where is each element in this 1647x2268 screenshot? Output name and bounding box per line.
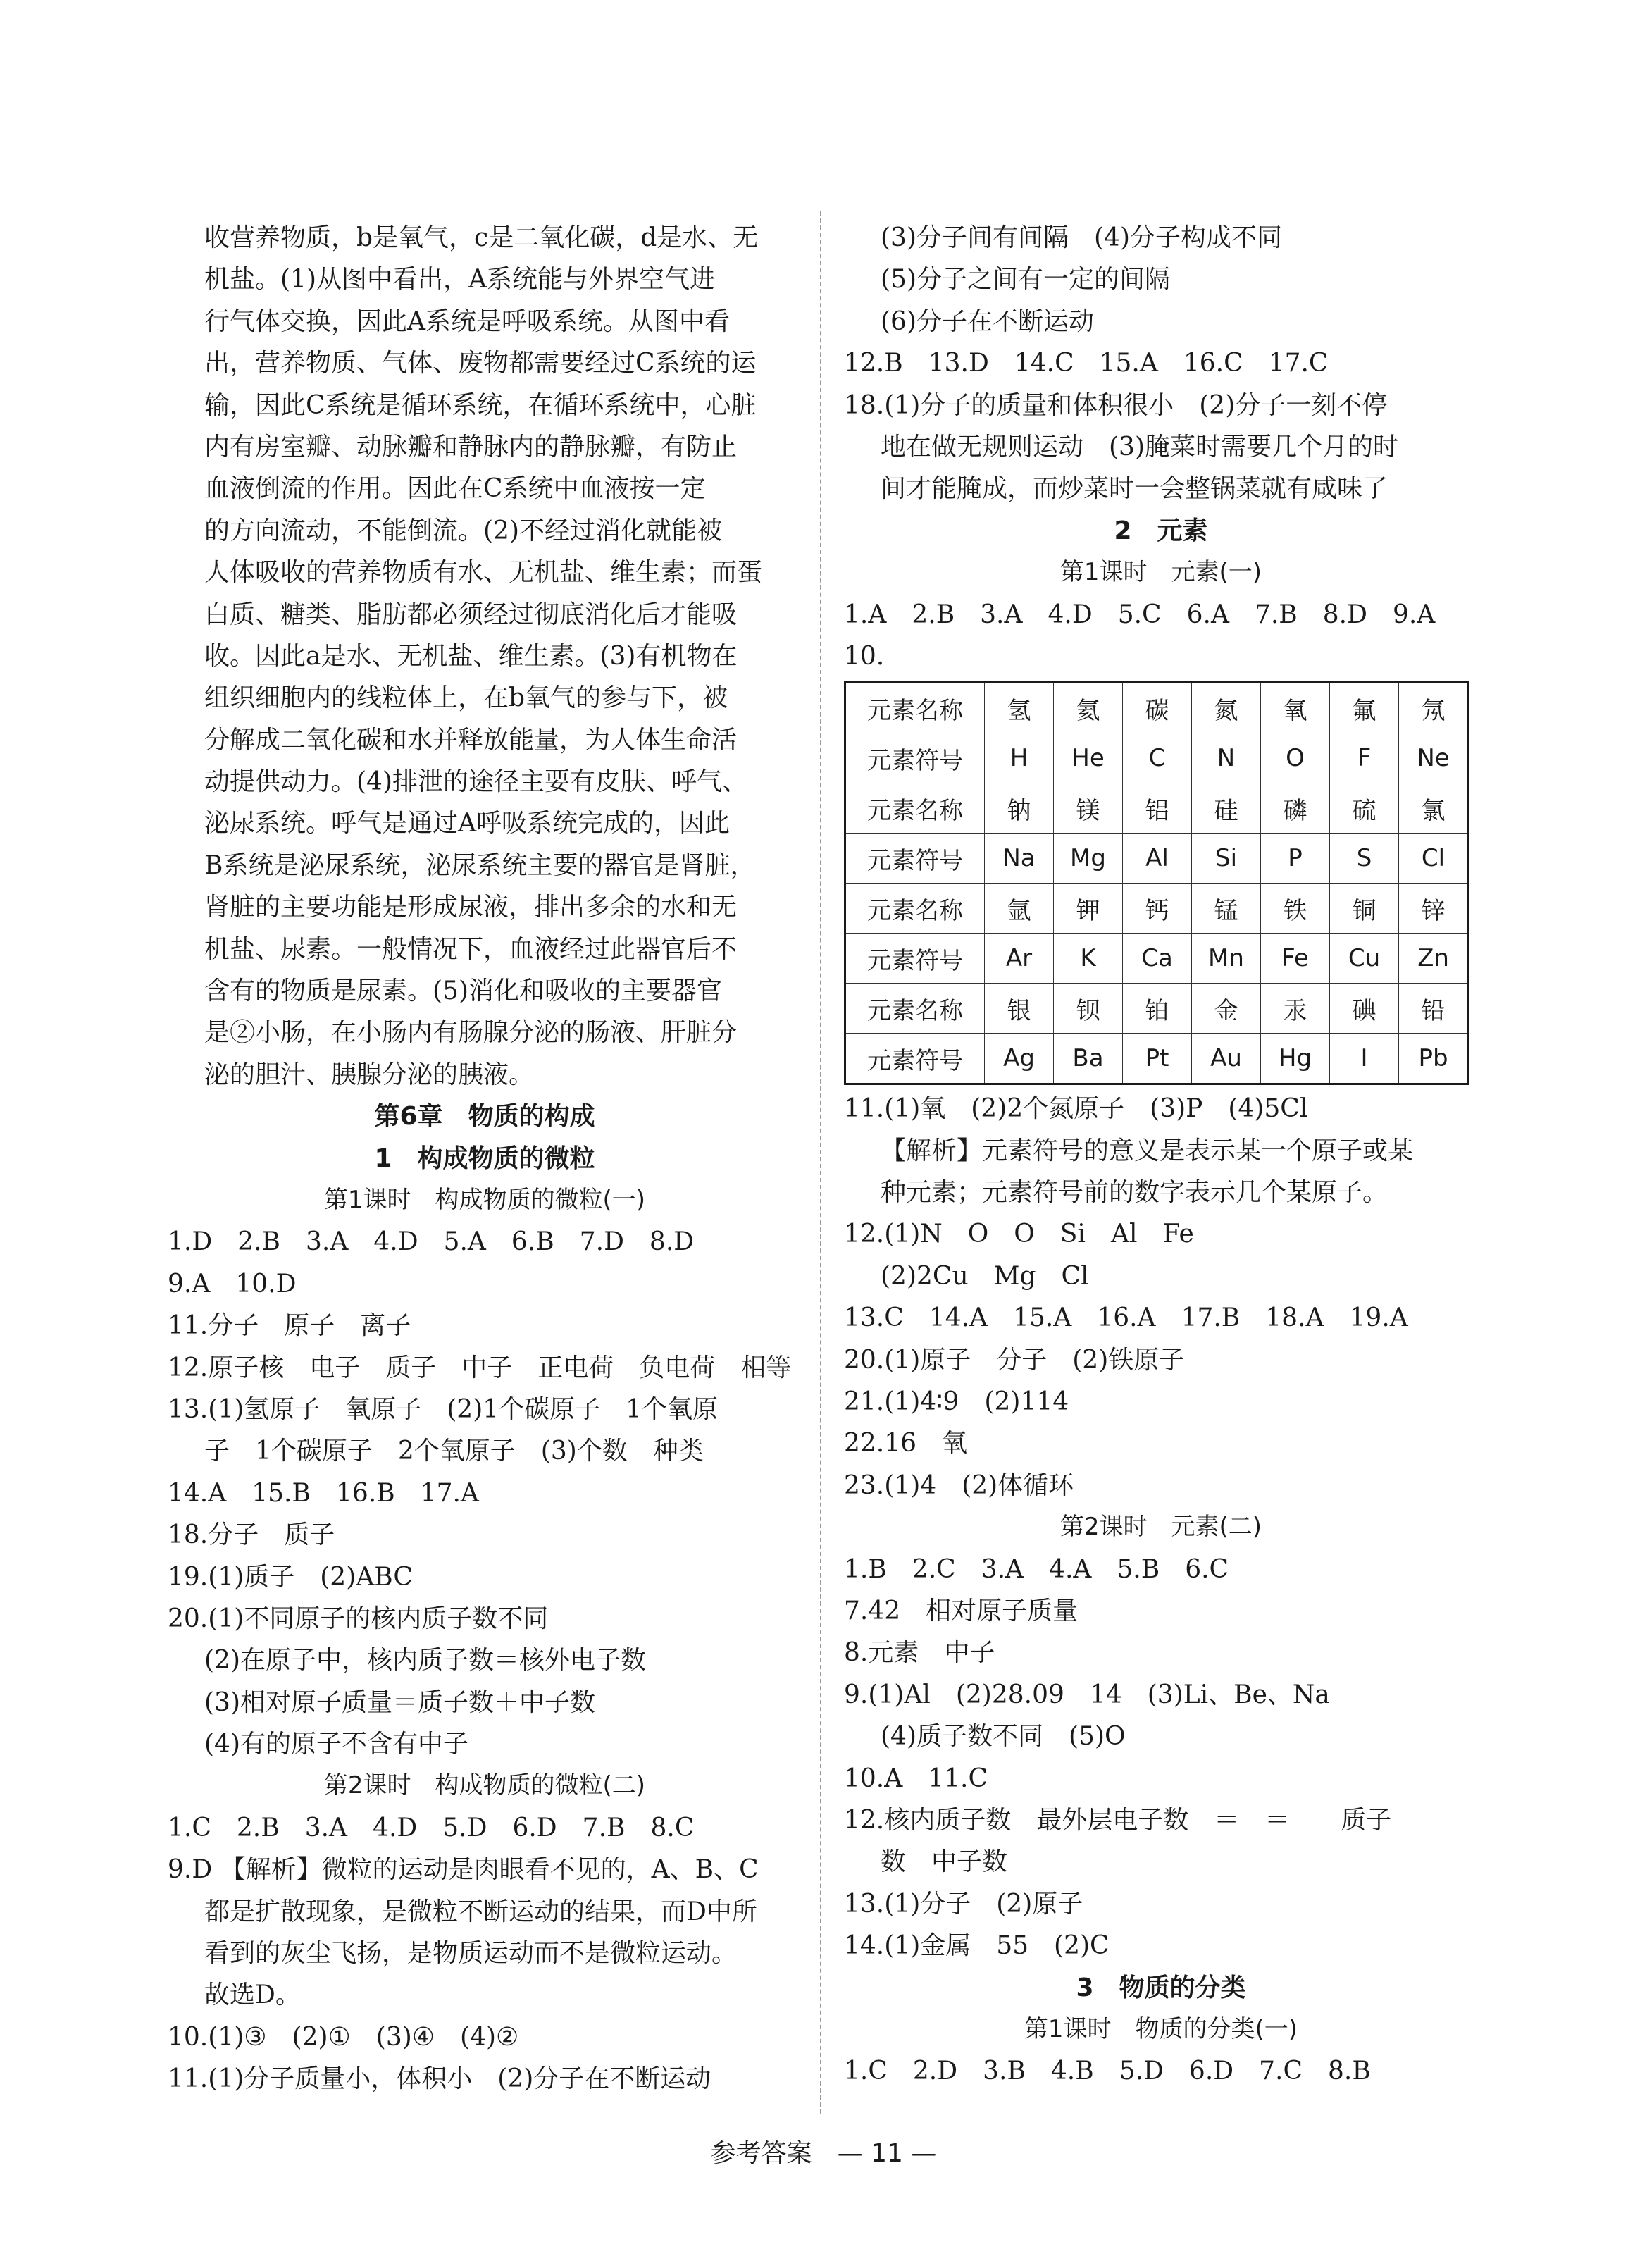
element-cell: 硫 bbox=[1330, 783, 1399, 834]
element-cell: Al bbox=[1123, 834, 1192, 884]
element-cell: H bbox=[985, 733, 1054, 783]
text-line: 是②小肠，在小肠内有肠腺分泌的肠液、肝脏分 bbox=[204, 1018, 738, 1048]
row-header-cell: 元素名称 bbox=[845, 984, 985, 1034]
sub-line: 第2课时 构成物质的微粒(二) bbox=[323, 1771, 646, 1800]
element-cell: 镁 bbox=[1054, 783, 1123, 834]
text-line: (2)在原子中，核内质子数＝核外电子数 bbox=[204, 1646, 646, 1675]
element-cell: I bbox=[1330, 1034, 1399, 1084]
text-line: 子 1个碳原子 2个氧原子 (3)个数 种类 bbox=[204, 1437, 704, 1466]
element-cell: 氟 bbox=[1330, 683, 1399, 733]
element-cell: Zn bbox=[1399, 934, 1469, 984]
text-line: 11.(1)分子质量小，体积小 (2)分子在不断运动 bbox=[168, 2064, 711, 2094]
text-line: 20.(1)原子 分子 (2)铁原子 bbox=[844, 1345, 1185, 1375]
row-header-cell: 元素名称 bbox=[845, 783, 985, 834]
element-cell: Pt bbox=[1123, 1034, 1192, 1084]
element-cell: 铁 bbox=[1261, 884, 1330, 934]
text-line: 9.(1)Al (2)28.09 14 (3)Li、Be、Na bbox=[844, 1680, 1330, 1709]
text-line: 1.D 2.B 3.A 4.D 5.A 6.B 7.D 8.D bbox=[168, 1227, 695, 1257]
row-header-cell: 元素符号 bbox=[845, 733, 985, 783]
text-line: B系统是泌尿系统，泌尿系统主要的器官是肾脏， bbox=[204, 850, 756, 880]
text-line: 地在做无规则运动 (3)腌菜时需要几个月的时 bbox=[881, 432, 1398, 461]
element-cell: Fe bbox=[1261, 934, 1330, 984]
element-cell: 银 bbox=[985, 984, 1054, 1034]
text-line: 10. bbox=[844, 641, 885, 671]
text-line: 1.C 2.D 3.B 4.B 5.D 6.D 7.C 8.B bbox=[844, 2057, 1371, 2086]
element-cell: 氢 bbox=[985, 683, 1054, 733]
element-cell: Na bbox=[985, 834, 1054, 884]
element-cell: 氦 bbox=[1054, 683, 1123, 733]
element-cell: 氮 bbox=[1192, 683, 1261, 733]
sub-line: 第2课时 元素(二) bbox=[1059, 1513, 1262, 1542]
element-cell: 锌 bbox=[1399, 884, 1469, 934]
text-line: 13.(1)分子 (2)原子 bbox=[844, 1889, 1083, 1919]
text-line: 的方向流动，不能倒流。(2)不经过消化就能被 bbox=[204, 516, 722, 545]
table-row bbox=[845, 984, 1469, 1034]
element-cell: Ag bbox=[985, 1034, 1054, 1084]
element-cell: 铜 bbox=[1330, 884, 1399, 934]
element-cell: F bbox=[1330, 733, 1399, 783]
text-line: 9.D 【解析】微粒的运动是肉眼看不见的，A、B、C bbox=[168, 1855, 759, 1885]
element-cell: Si bbox=[1192, 834, 1261, 884]
element-cell: Ca bbox=[1123, 934, 1192, 984]
text-line: (3)相对原子质量＝质子数＋中子数 bbox=[204, 1687, 595, 1717]
text-line: 出，营养物质、气体、废物都需要经过C系统的运 bbox=[204, 349, 757, 378]
text-line: (3)分子间有间隔 (4)分子构成不同 bbox=[881, 223, 1282, 252]
text-line: 【解析】元素符号的意义是表示某一个原子或某 bbox=[881, 1136, 1414, 1165]
element-cell: K bbox=[1054, 934, 1123, 984]
element-cell: 钡 bbox=[1054, 984, 1123, 1034]
table-row bbox=[845, 783, 1469, 834]
text-line: 1.A 2.B 3.A 4.D 5.C 6.A 7.B 8.D 9.A bbox=[844, 600, 1436, 629]
text-line: 21.(1)4∶9 (2)114 bbox=[844, 1387, 1069, 1417]
text-line: 1.C 2.B 3.A 4.D 5.D 6.D 7.B 8.C bbox=[168, 1813, 695, 1842]
element-cell: Hg bbox=[1261, 1034, 1330, 1084]
element-cell: O bbox=[1261, 733, 1330, 783]
element-cell: 氯 bbox=[1399, 783, 1469, 834]
row-header-cell: 元素符号 bbox=[845, 1034, 985, 1084]
sub-line: 第1课时 物质的分类(一) bbox=[1024, 2014, 1298, 2043]
text-line: 含有的物质是尿素。(5)消化和吸收的主要器官 bbox=[204, 977, 722, 1006]
text-line: 13.(1)氢原子 氧原子 (2)1个碳原子 1个氧原 bbox=[168, 1394, 719, 1424]
element-cell: Pb bbox=[1399, 1034, 1469, 1084]
text-line: 看到的灰尘飞扬，是物质运动而不是微粒运动。 bbox=[204, 1939, 738, 1969]
table-row bbox=[845, 884, 1469, 934]
text-line: 11.分子 原子 离子 bbox=[168, 1311, 411, 1341]
text-line: (5)分子之间有一定的间隔 bbox=[881, 265, 1170, 295]
element-cell: 锰 bbox=[1192, 884, 1261, 934]
text-line: 机盐、尿素。一般情况下，血液经过此器官后不 bbox=[204, 934, 738, 964]
text-line: (6)分子在不断运动 bbox=[881, 306, 1094, 336]
text-line: 18.分子 质子 bbox=[168, 1520, 335, 1550]
text-line: 内有房室瓣、动脉瓣和静脉内的静脉瓣，有防止 bbox=[204, 432, 738, 461]
text-line: 泌尿系统。呼气是通过A呼吸系统完成的，因此 bbox=[204, 809, 730, 838]
table-row bbox=[845, 834, 1469, 884]
element-cell: Ar bbox=[985, 934, 1054, 984]
text-line: 收。因此a是水、无机盐、维生素。(3)有机物在 bbox=[204, 641, 738, 671]
text-line: 20.(1)不同原子的核内质子数不同 bbox=[168, 1604, 549, 1633]
table-row bbox=[845, 1034, 1469, 1084]
left-column bbox=[168, 217, 802, 2100]
text-line: 故选D。 bbox=[204, 1981, 301, 2010]
text-line: 人体吸收的营养物质有水、无机盐、维生素；而蛋 bbox=[204, 558, 763, 588]
element-cell: 磷 bbox=[1261, 783, 1330, 834]
text-line: 1.B 2.C 3.A 4.A 5.B 6.C bbox=[844, 1554, 1229, 1584]
element-cell: He bbox=[1054, 733, 1123, 783]
text-line: 23.(1)4 (2)体循环 bbox=[844, 1470, 1074, 1500]
text-line: 行气体交换，因此A系统是呼吸系统。从图中看 bbox=[204, 306, 730, 336]
element-cell: 钙 bbox=[1123, 884, 1192, 934]
text-line: 机盐。(1)从图中看出，A系统能与外界空气进 bbox=[204, 265, 715, 295]
text-line: 7.42 相对原子质量 bbox=[844, 1596, 1079, 1625]
heading-line: 3 物质的分类 bbox=[1076, 1973, 1246, 2002]
row-header-cell: 元素名称 bbox=[845, 683, 985, 733]
element-cell: 碳 bbox=[1123, 683, 1192, 733]
text-line: 组织细胞内的线粒体上，在b氧气的参与下，被 bbox=[204, 683, 728, 713]
element-cell: Ba bbox=[1054, 1034, 1123, 1084]
text-line: 都是扩散现象，是微粒不断运动的结果，而D中所 bbox=[204, 1897, 757, 1926]
table-row bbox=[845, 733, 1469, 783]
table-row bbox=[845, 683, 1469, 733]
element-cell: N bbox=[1192, 733, 1261, 783]
text-line: 肾脏的主要功能是形成尿液，排出多余的水和无 bbox=[204, 893, 738, 922]
text-line: 14.A 15.B 16.B 17.A bbox=[168, 1478, 479, 1508]
text-line: 12.核内质子数 最外层电子数 ＝ ＝ 质子 bbox=[844, 1805, 1392, 1835]
right-column bbox=[844, 217, 1478, 2093]
element-cell: Au bbox=[1192, 1034, 1261, 1084]
right-bottom-block bbox=[844, 1088, 1478, 2092]
element-cell: Mg bbox=[1054, 834, 1123, 884]
text-line: (4)有的原子不含有中子 bbox=[204, 1730, 468, 1759]
text-line: 泌的胆汁、胰腺分泌的胰液。 bbox=[204, 1060, 535, 1089]
element-cell: S bbox=[1330, 834, 1399, 884]
heading-line: 1 构成物质的微粒 bbox=[374, 1144, 595, 1173]
element-cell: 铅 bbox=[1399, 984, 1469, 1034]
element-table bbox=[844, 681, 1469, 1085]
text-line: 10.(1)③ (2)① (3)④ (4)② bbox=[168, 2022, 519, 2052]
text-line: 输，因此C系统是循环系统，在循环系统中，心脏 bbox=[204, 390, 757, 420]
sub-line: 第1课时 构成物质的微粒(一) bbox=[323, 1185, 646, 1214]
element-cell: C bbox=[1123, 733, 1192, 783]
text-line: 12.B 13.D 14.C 15.A 16.C 17.C bbox=[844, 349, 1329, 378]
text-line: 19.(1)质子 (2)ABC bbox=[168, 1562, 413, 1592]
text-line: 收营养物质，b是氧气，c是二氧化碳，d是水、无 bbox=[204, 223, 759, 252]
element-cell: Mn bbox=[1192, 934, 1261, 984]
element-cell: 氖 bbox=[1399, 683, 1469, 733]
element-cell: Cl bbox=[1399, 834, 1469, 884]
element-cell: 铂 bbox=[1123, 984, 1192, 1034]
text-line: 9.A 10.D bbox=[168, 1269, 297, 1299]
element-cell: 氩 bbox=[985, 884, 1054, 934]
text-line: 间才能腌成，而炒菜时一会整锅菜就有咸味了 bbox=[881, 474, 1388, 504]
text-line: 18.(1)分子的质量和体积很小 (2)分子一刻不停 bbox=[844, 390, 1388, 420]
row-header-cell: 元素符号 bbox=[845, 834, 985, 884]
element-cell: 碘 bbox=[1330, 984, 1399, 1034]
text-line: 11.(1)氧 (2)2个氮原子 (3)P (4)5Cl bbox=[844, 1094, 1308, 1124]
text-line: 13.C 14.A 15.A 16.A 17.B 18.A 19.A bbox=[844, 1303, 1408, 1333]
element-cell: 钾 bbox=[1054, 884, 1123, 934]
text-line: 12.(1)N O O Si Al Fe bbox=[844, 1220, 1194, 1249]
heading-line: 2 元素 bbox=[1114, 516, 1208, 545]
element-cell: 硅 bbox=[1192, 783, 1261, 834]
text-line: 白质、糖类、脂肪都必须经过彻底消化后才能吸 bbox=[204, 600, 738, 629]
text-line: 14.(1)金属 55 (2)C bbox=[844, 1931, 1110, 1961]
element-cell: Cu bbox=[1330, 934, 1399, 984]
text-line: 数 中子数 bbox=[881, 1847, 1008, 1877]
sub-line: 第1课时 元素(一) bbox=[1059, 558, 1262, 587]
text-line: 动提供动力。(4)排泄的途径主要有皮肤、呼气、 bbox=[204, 767, 747, 797]
text-line: 10.A 11.C bbox=[844, 1764, 988, 1793]
text-line: 8.元素 中子 bbox=[844, 1638, 995, 1668]
element-cell: P bbox=[1261, 834, 1330, 884]
text-line: 12.原子核 电子 质子 中子 正电荷 负电荷 相等 bbox=[168, 1353, 792, 1382]
heading-line: 第6章 物质的构成 bbox=[374, 1102, 595, 1132]
right-top-block bbox=[844, 217, 1478, 677]
element-cell: Ne bbox=[1399, 733, 1469, 783]
element-cell: 钠 bbox=[985, 783, 1054, 834]
element-cell: 金 bbox=[1192, 984, 1261, 1034]
table-row bbox=[845, 934, 1469, 984]
element-cell: 铝 bbox=[1123, 783, 1192, 834]
text-line: 22.16 氧 bbox=[844, 1429, 968, 1458]
text-line: (4)质子数不同 (5)O bbox=[881, 1722, 1126, 1752]
text-line: 血液倒流的作用。因此在C系统中血液按一定 bbox=[204, 474, 706, 504]
row-header-cell: 元素名称 bbox=[845, 884, 985, 934]
column-divider bbox=[820, 211, 821, 2114]
element-cell: 汞 bbox=[1261, 984, 1330, 1034]
row-header-cell: 元素符号 bbox=[845, 934, 985, 984]
text-line: 种元素；元素符号前的数字表示几个某原子。 bbox=[881, 1178, 1388, 1208]
text-line: (2)2Cu Mg Cl bbox=[881, 1261, 1089, 1291]
page-footer: 参考答案 — 11 — bbox=[710, 2139, 937, 2168]
element-cell: 氧 bbox=[1261, 683, 1330, 733]
text-line: 分解成二氧化碳和水并释放能量，为人体生命活 bbox=[204, 725, 738, 755]
